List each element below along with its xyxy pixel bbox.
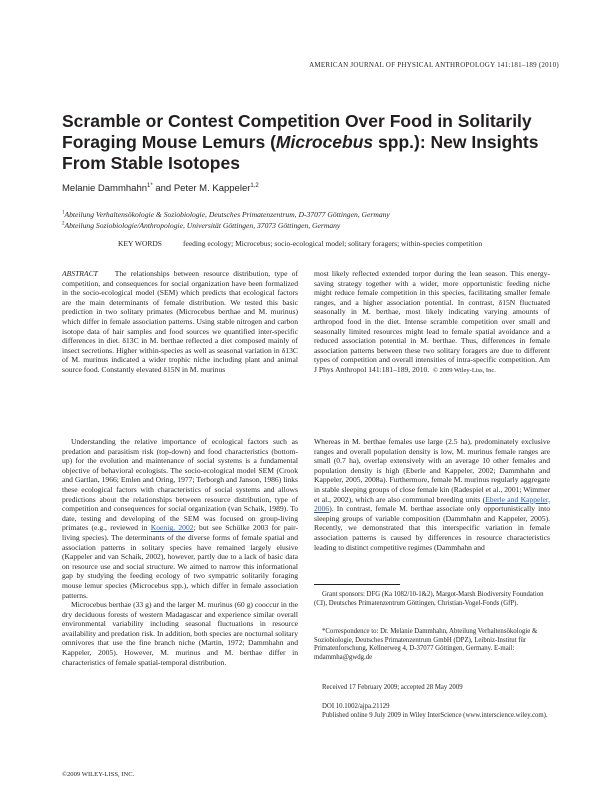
abstract-paragraph-right bbox=[314, 269, 550, 376]
affiliation-1 bbox=[62, 210, 390, 219]
body-paragraph-1-text: Understanding the relative importance of ecological factors such as predation and parasitism risk (top-down) and food characteristics (bottom-up) for the evolution and maintenance of social systems is a fundamental objective of behavioral ecologists. The socio-ecological model SEM (Crook and Gartlan, 1966; Emlen and Oring, 1977; Terborgh and Janson, 1986) links these ecological factors with characteristics of social systems and allows predictions about the relationships between resource distribution, type of competition and consequences for social organization (van Schaik, 1989). To date, testing and developing of the SEM was focused on group-living primates (e.g., reviewed in bbox=[62, 437, 298, 533]
keywords-label: KEY WORDS bbox=[118, 239, 162, 248]
grant-footnote-text: Grant sponsors: DFG (Ka 1082/10-1&2), Margot-Marsh Biodiversity Foundation (CI), Deutsches Primatenzentrum Göttingen, Christian-Vogel-Fonds (GfP). bbox=[314, 591, 544, 607]
affiliation-1-text: Abteilung Verhaltensökologie & Soziobiologie, Deutsches Primatenzentrum, D-37077 Göttingen, Germany bbox=[64, 210, 390, 219]
doi-footnote-text: DOI 10.1002/ajpa.21129 bbox=[322, 703, 390, 710]
title-part-2: spp.): New Insights From Stable Isotopes bbox=[62, 132, 539, 173]
citation-link-eberle[interactable]: Eberle and Kappeler, 2006 bbox=[314, 494, 550, 514]
abstract-right-text: most likely reflected extended torpor during the lean season. This energy-saving strategy together with a wider, more opportunistic feeding niche might reduce female competition in this species, facilitating smaller female ranges, and a higher association potential. In contrast, δ15N fluctuated seasonally in M. berthae, most likely indicating varying amounts of arthropod food in the diet. Intense scramble competition over small and seasonally limited resources might lead to female spatial avoidance and a reduced association potential in M. berthae. Thus, differences in female association patterns between these two solitary foragers are due to different types of competition and overall intensities of intra-specific competition. Am J Phys Anthropol 141:181–189, 2010. bbox=[314, 269, 550, 374]
author-2-marker: 1,2 bbox=[250, 183, 259, 189]
journal-header: AMERICAN JOURNAL OF PHYSICAL ANTHROPOLOGY 141:181–189 (2010) bbox=[309, 61, 559, 69]
title-genus: Microcebus bbox=[275, 132, 374, 152]
correspondence-footnote bbox=[314, 628, 550, 662]
page-copyright: ©2009 WILEY-LISS, INC. bbox=[62, 771, 135, 778]
keywords-text: feeding ecology; Microcebus; socio-ecological model; solitary foragers; within-species competition bbox=[183, 239, 483, 248]
abstract-label: ABSTRACT bbox=[62, 269, 98, 278]
body-right-column bbox=[314, 437, 550, 552]
abstract-left-column bbox=[62, 269, 298, 375]
body-paragraph-3-rest: ). In contrast, female M. berthae associate only opportunistically into sleeping groups of variable composition (Dammhahn and Kappeler, 2005). Recently, we demonstrated that this interspecific variation in female association patterns is caused by differences in resource characteristics leading to distinct competitive regimes (Dammhahn and bbox=[314, 504, 550, 552]
body-paragraph-1-rest: ; but see Schülke 2003 for pair-living species). The determinants of the diverse forms of female spatial and association patterns in solitary species have remained largely elusive (Kappeler and van Schaik, 2002), however, partly due to a lack of basic data on resource use and social structure. We aimed to narrow this informational gap by studying the feeding ecology of two sympatric solitarily foraging mouse lemur species (Microcebus spp.), which differ in female association patterns. bbox=[62, 523, 298, 600]
abstract-paragraph-left bbox=[62, 269, 298, 375]
abstract-right-column bbox=[314, 269, 550, 376]
body-paragraph-3-text: Whereas in M. berthae females use large (2.5 ha), predominately exclusive ranges and overall population density is low, M. murinus female ranges are small (0.7 ha), overlap extensively with an average 10 other females and population density is high (Eberle and Kappeler, 2002; Dammhahn and Kappeler, 2005, 2008a). Furthermore, female M. murinus regularly aggregate in stable sleeping groups of close female kin (Radespiel et al., 2001; Wimmer et al., 2002), which are also communal breeding units ( bbox=[314, 437, 550, 504]
affiliation-2-text: Abteilung Soziobiologie/Anthropologie, Universität Göttingen, 37073 Göttingen, Germany bbox=[64, 221, 341, 230]
affiliation-1-marker: 1 bbox=[62, 210, 65, 216]
citation-link-koenig[interactable]: Koenig, 2002 bbox=[150, 523, 194, 533]
abstract-copyright: © 2009 Wiley-Liss, Inc. bbox=[432, 366, 496, 374]
title-part-1: Scramble or Contest Competition Over Food in Solitarily Foraging Mouse Lemurs ( bbox=[62, 111, 532, 152]
received-footnote bbox=[314, 684, 550, 693]
published-footnote-text: Published online 9 July 2009 in Wiley InterScience (www.interscience.wiley.com). bbox=[322, 711, 548, 719]
doi-footnote bbox=[314, 703, 550, 720]
author-list bbox=[62, 183, 259, 194]
author-conjunction: and bbox=[152, 183, 174, 195]
affiliation-2 bbox=[62, 221, 340, 230]
author-1-marker: 1* bbox=[147, 183, 153, 189]
body-paragraph-1 bbox=[62, 437, 298, 600]
received-footnote-text: Received 17 February 2009; accepted 28 May 2009 bbox=[322, 684, 463, 691]
body-paragraph-3 bbox=[314, 437, 550, 552]
body-paragraph-2: Microcebus berthae (33 g) and the larger M. murinus (60 g) cooccur in the dry deciduous forests of western Madagascar and experience similar overall environmental variability including seasonal fluctuations in resource availability and predation risk. In addition, both species are nocturnal solitary omnivores that use the fine branch niche (Martin, 1972; Dammhahn and Kappeler, 2005). However, M. murinus and M. berthae differ in characteristics of female spatial-temporal distribution. bbox=[62, 600, 298, 667]
author-2: Peter M. Kappeler bbox=[173, 183, 251, 195]
affiliation-2-marker: 2 bbox=[62, 221, 65, 227]
author-1: Melanie Dammhahn bbox=[62, 183, 148, 195]
article-title bbox=[62, 111, 562, 174]
correspondence-footnote-text: *Correspondence to: Dr. Melanie Dammhahn, Abteilung Verhaltensökologie & Soziobiologie, Deutsches Primatenzentrum GmbH (DPZ), Leibniz-Institut für Primatenforschung, Kellnerweg 4, D-37077 Göttingen, Germany. E-mail: mdammha@gwdg.de bbox=[314, 628, 538, 661]
grant-footnote bbox=[314, 591, 550, 608]
body-left-column bbox=[62, 437, 298, 667]
footnote-divider bbox=[314, 584, 400, 585]
abstract-left-text: The relationships between resource distribution, type of competition, and consequences for social organization have been formalized in the socio-ecological model (SEM) which predicts that ecological factors are the main determinants of female distribution. We tested this basic prediction in two solitary primates (Microcebus berthae and M. murinus) which differ in female association patterns. Using stable nitrogen and carbon isotope data of hair samples and food sources we quantified inter-specific differences in diet. δ13C in M. berthae reflected a diet composed mainly of insect secretions. Higher within-species as well as seasonal variation in δ13C of M. murinus indicated a wider trophic niche including plant and animal source food. Constantly elevated δ15N in M. murinus bbox=[62, 269, 298, 374]
keywords-block bbox=[118, 239, 558, 249]
